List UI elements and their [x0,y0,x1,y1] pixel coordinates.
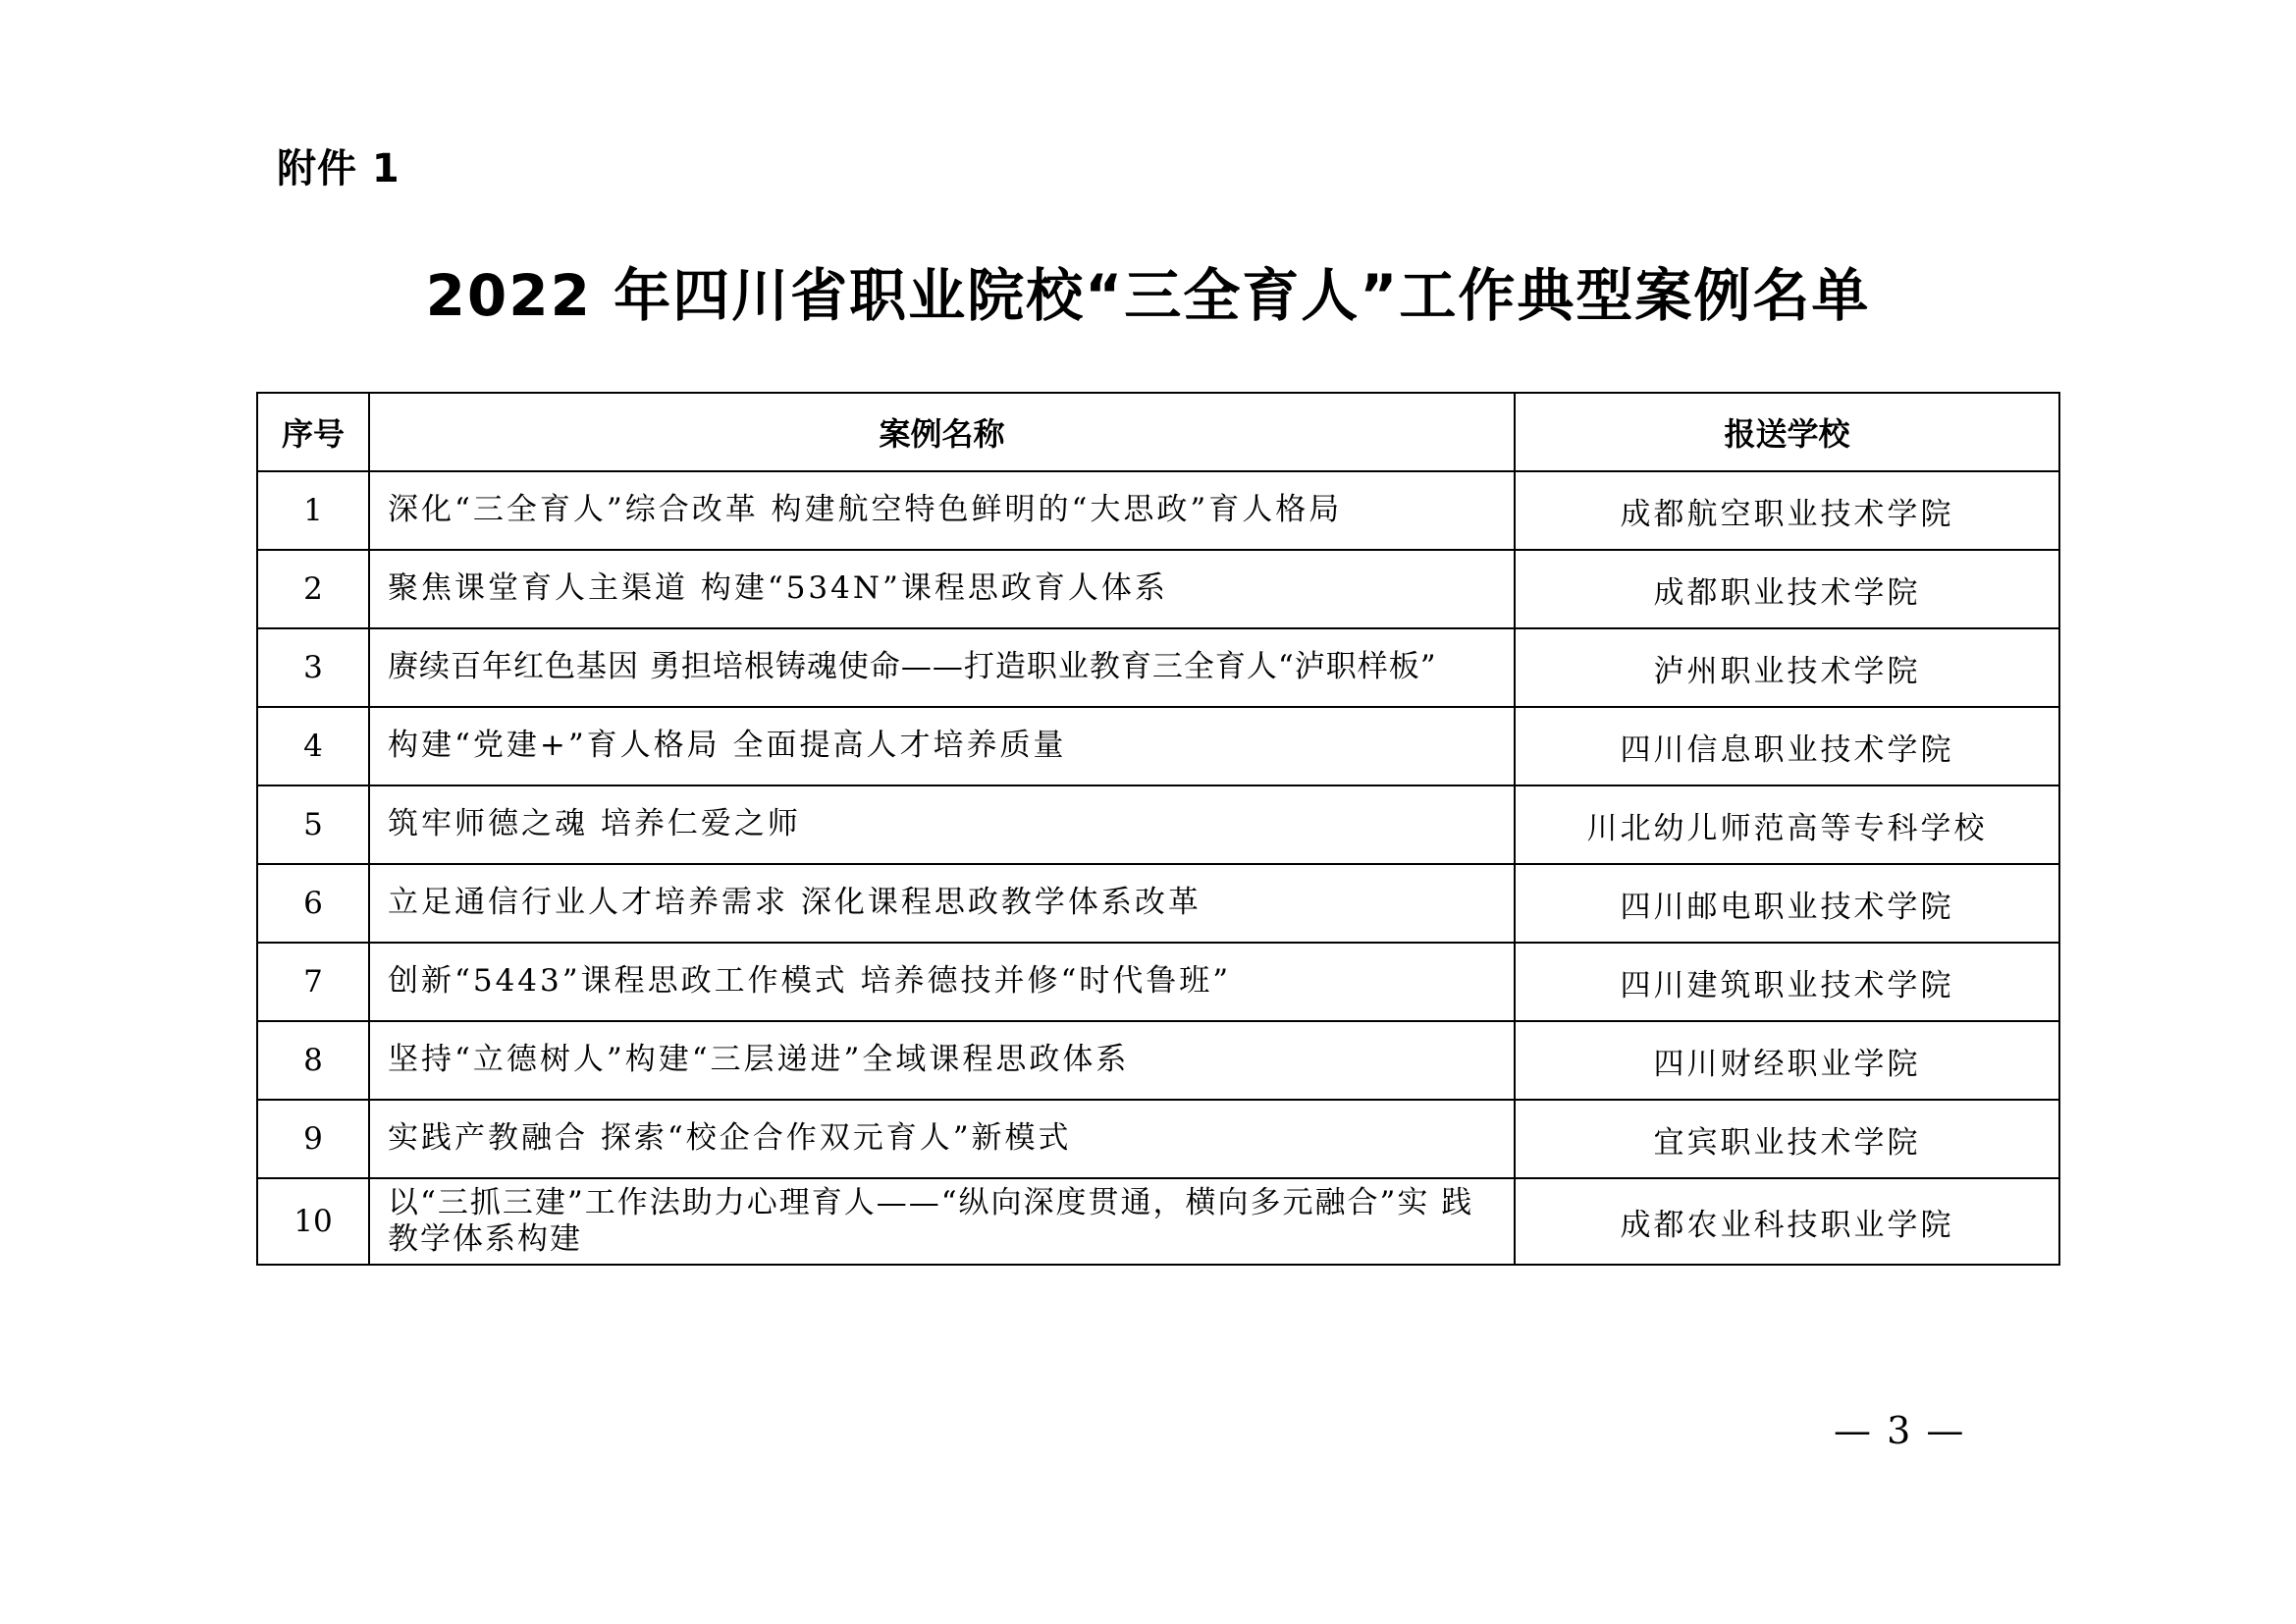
header-case-name: 案例名称 [369,393,1515,471]
table-row [257,785,2059,864]
header-number: 序号 [257,393,369,471]
header-school: 报送学校 [1515,393,2059,471]
case-name: 构建“党建+”育人格局 全面提高人才培养质量 [369,707,1515,785]
table-row [257,550,2059,628]
table-row [257,1100,2059,1178]
case-name: 实践产教融合 探索“校企合作双元育人”新模式 [369,1100,1515,1178]
school-name: 四川邮电职业技术学院 [1515,864,2059,943]
row-number: 2 [257,550,369,628]
table-row [257,864,2059,943]
page-number: — 3 — [1834,1409,1966,1452]
table-row [257,943,2059,1021]
case-name: 筑牢师德之魂 培养仁爱之师 [369,785,1515,864]
table-row [257,628,2059,707]
table-header-row [257,393,2059,471]
case-name: 创新“5443”课程思政工作模式 培养德技并修“时代鲁班” [369,943,1515,1021]
row-number: 9 [257,1100,369,1178]
case-list-table [256,392,2060,1266]
case-name: 立足通信行业人才培养需求 深化课程思政教学体系改革 [369,864,1515,943]
table-row [257,1021,2059,1100]
row-number: 3 [257,628,369,707]
row-number: 7 [257,943,369,1021]
table-row [257,471,2059,550]
row-number: 4 [257,707,369,785]
row-number: 8 [257,1021,369,1100]
case-name: 聚焦课堂育人主渠道 构建“534N”课程思政育人体系 [369,550,1515,628]
table-row [257,1178,2059,1265]
school-name: 成都航空职业技术学院 [1515,471,2059,550]
school-name: 四川财经职业学院 [1515,1021,2059,1100]
school-name: 川北幼儿师范高等专科学校 [1515,785,2059,864]
row-number: 10 [257,1178,369,1265]
school-name: 成都职业技术学院 [1515,550,2059,628]
row-number: 6 [257,864,369,943]
annex-label: 附件 1 [277,146,400,191]
school-name: 宜宾职业技术学院 [1515,1100,2059,1178]
school-name: 四川信息职业技术学院 [1515,707,2059,785]
case-name: 以“三抓三建”工作法助力心理育人——“纵向深度贯通，横向多元融合”实 践教学体系构建 [369,1178,1515,1265]
table-row [257,707,2059,785]
case-name: 赓续百年红色基因 勇担培根铸魂使命——打造职业教育三全育人“泸职样板” [369,628,1515,707]
row-number: 5 [257,785,369,864]
case-name: 深化“三全育人”综合改革 构建航空特色鲜明的“大思政”育人格局 [369,471,1515,550]
school-name: 泸州职业技术学院 [1515,628,2059,707]
school-name: 四川建筑职业技术学院 [1515,943,2059,1021]
document-title: 2022 年四川省职业院校“三全育人”工作典型案例名单 [425,262,1871,329]
row-number: 1 [257,471,369,550]
school-name: 成都农业科技职业学院 [1515,1178,2059,1265]
case-name: 坚持“立德树人”构建“三层递进”全域课程思政体系 [369,1021,1515,1100]
